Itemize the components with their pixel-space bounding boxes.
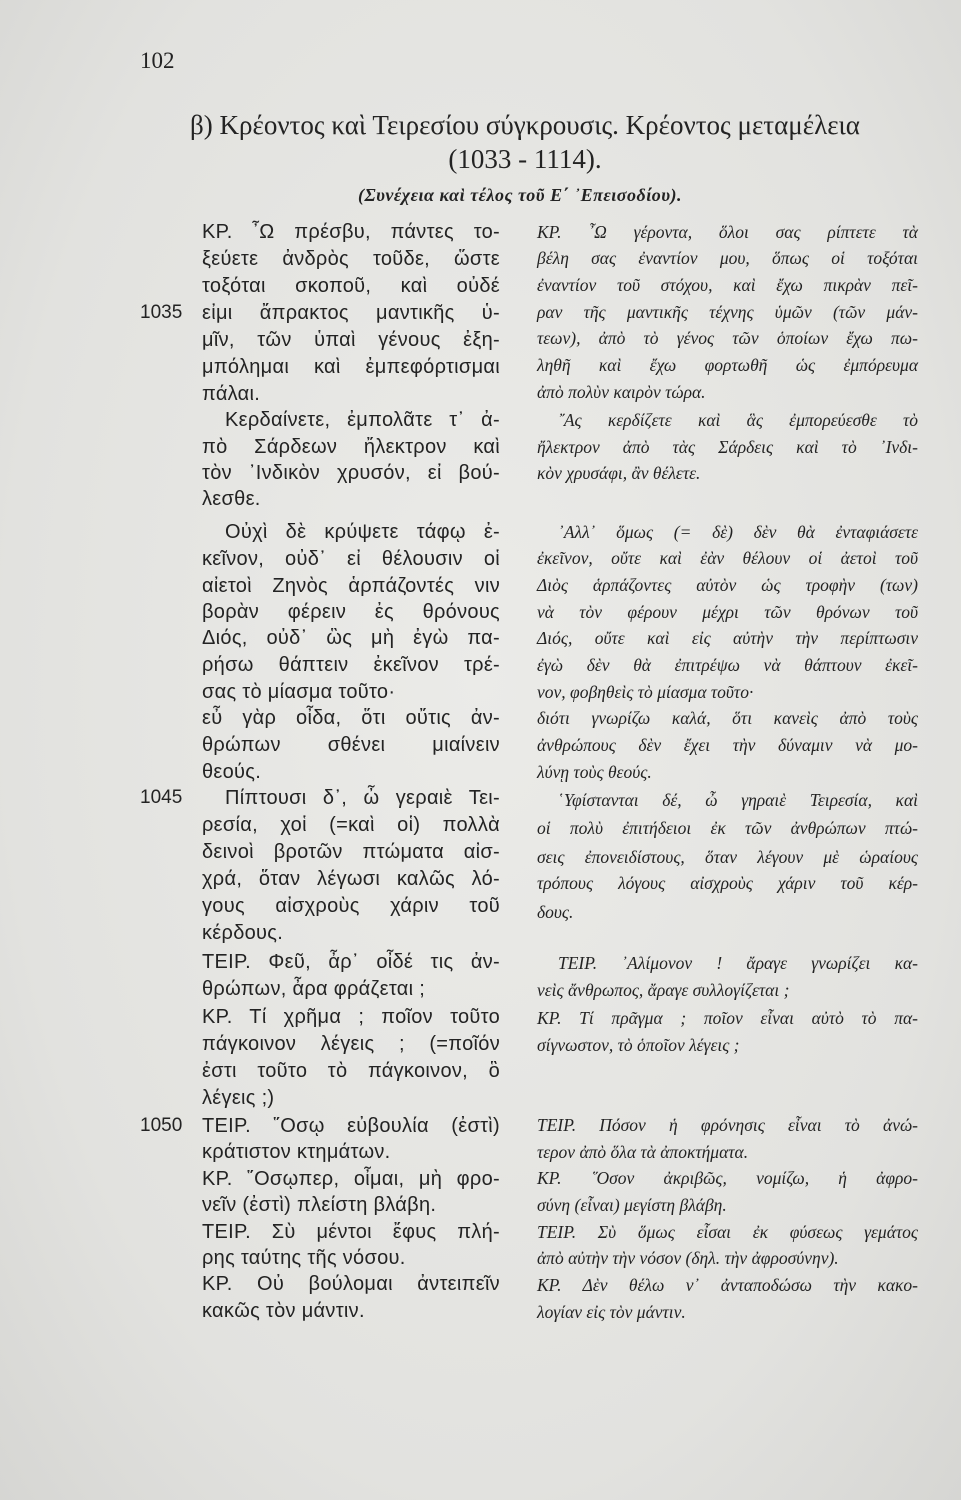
greek-text-line: βορὰν φέρειν ἐς θρόνους	[202, 601, 500, 623]
translation-line: Διός, οὔτε καὶ εἰς αὐτὴν τὴν περίπτωσιν	[537, 628, 918, 648]
greek-text-line: ΤΕΙΡ. Σὺ μέντοι ἔφυς πλή-	[202, 1221, 500, 1243]
verse-line-number: 1045	[140, 787, 183, 808]
translation-line: διότι γνωρίζω καλά, ὅτι κανεὶς ἀπὸ τοὺς	[537, 708, 918, 728]
translation-line: βέλη σας ἐναντίον μου, ὅπως οἱ τοξόται	[537, 248, 918, 268]
translation-line: νὰ τὸν φέρουν μέχρι τῶν θρόνων τοῦ	[537, 602, 918, 622]
translation-line: νον, φοβηθεὶς τὸ μίασμα τοῦτο·	[537, 682, 754, 702]
verse-line-number: 1035	[140, 302, 183, 323]
section-title-line-range: (1033 - 1114).	[448, 144, 602, 174]
translation-line: ᾿Αλλ᾿ ὅμως (= δὲ) δὲν θὰ ἐνταφιάσετε	[558, 522, 918, 542]
greek-text-line: λέγεις ;)	[202, 1087, 275, 1109]
translation-line: δους.	[537, 902, 574, 922]
greek-text-line: κεῖνον, οὐδ᾿ εἰ θέλουσιν οἱ	[202, 548, 500, 570]
greek-text-line: ΚΡ. ῞Οσῳπερ, οἶμαι, μὴ φρο-	[202, 1168, 500, 1190]
greek-text-line: ξεύετε ἀνδρὸς τοῦδε, ὥστε	[202, 248, 500, 270]
verse-line-number: 1050	[140, 1115, 183, 1136]
translation-line: ἀπὸ αὐτὴν τὴν νόσον (δηλ. τὴν ἀφροσύνην).	[537, 1248, 839, 1268]
greek-text-line: ΚΡ. Οὐ βούλομαι ἀντειπεῖν	[202, 1273, 500, 1295]
translation-line: τερον ἀπὸ ὅλα τὰ ἀποκτήματα.	[537, 1142, 749, 1162]
translation-line: νεὶς ἄνθρωπος, ἄραγε συλλογίζεται ;	[537, 980, 790, 1000]
greek-text-line: ΚΡ. Τί χρῆμα ; ποῖον τοῦτο	[202, 1006, 500, 1028]
section-title: β) Κρέοντος καὶ Τειρεσίου σύγκρουσις. Κρέοντος μεταμέλεια	[190, 110, 860, 140]
translation-line: κὸν χρυσάφι, ἂν θέλετε.	[537, 463, 701, 483]
greek-text-line: δεινοὶ βροτῶν πτώματα αἰσ-	[202, 841, 500, 863]
greek-text-line: γους αἰσχροὺς χάριν τοῦ	[202, 895, 500, 917]
greek-text-line: κέρδους.	[202, 922, 284, 944]
greek-text-line: ἐστι τοῦτο τὸ πάγκοινον, ὃ	[202, 1060, 500, 1082]
greek-text-line: τὸν ᾿Ινδικὸν χρυσόν, εἰ βού-	[202, 462, 500, 484]
greek-text-line: λεσθε.	[202, 488, 261, 510]
translation-line: σίγνωστον, τὸ ὁποῖον λέγεις ;	[537, 1035, 740, 1055]
translation-line: ἀνθρώπους δὲν ἔχει τὴν δύναμιν νὰ μο-	[537, 735, 918, 755]
translation-line: σεις ἐπονειδίστους, ὅταν λέγουν μὲ ὡραίους	[537, 847, 918, 867]
translation-line: ἐκεῖνον, οὔτε καὶ ἐὰν θέλουν οἱ ἀετοὶ τοῦ	[537, 548, 918, 568]
greek-text-line: Κερδαίνετε, ἐμπολᾶτε τ᾿ ἀ-	[225, 409, 500, 431]
translation-line: ΤΕΙΡ. Πόσον ἡ φρόνησις εἶναι τὸ ἀνώ-	[537, 1115, 918, 1135]
greek-text-line: εὖ γὰρ οἶδα, ὅτι οὔτις ἀν-	[202, 707, 500, 729]
translation-line: ῾Υφίστανται δέ, ὦ γηραιὲ Τειρεσία, καὶ	[558, 790, 918, 810]
greek-text-line: ΤΕΙΡ. Φεῦ, ἆρ᾿ οἶδέ τις ἀν-	[202, 951, 500, 973]
greek-text-line: Διός, οὐδ᾿ ὣς μὴ ἐγὼ πα-	[202, 627, 500, 649]
greek-text-line: εἰμι ἄπρακτος μαντικῆς ὑ-	[202, 302, 500, 324]
greek-text-line: κράτιστον κτημάτων.	[202, 1141, 391, 1163]
greek-text-line: ρήσω θάπτειν ἐκεῖνον τρέ-	[202, 654, 500, 676]
greek-text-line: πὸ Σάρδεων ἤλεκτρον καὶ	[202, 436, 500, 458]
translation-line: ἀπὸ πολὺν καιρὸν τώρα.	[537, 382, 706, 402]
translation-line: σύνη (εἶναι) μεγίστη βλάβη.	[537, 1195, 727, 1215]
greek-text-line: μπόλημαι καὶ ἐμπεφόρτισμαι	[202, 356, 500, 378]
greek-text-line: Οὐχὶ δὲ κρύψετε τάφῳ ἐ-	[225, 521, 500, 543]
translation-line: λύνῃ τοὺς θεούς.	[537, 762, 652, 782]
greek-text-line: θρώπων σθένει μιαίνειν	[202, 734, 500, 756]
greek-text-line: χρά, ὅταν λέγωσι καλῶς λό-	[202, 868, 500, 890]
greek-text-line: τοξόται σκοποῦ, καὶ οὐδέ	[202, 275, 500, 297]
greek-text-line: κακῶς τὸν μάντιν.	[202, 1300, 365, 1322]
section-subtitle: (Συνέχεια καὶ τέλος τοῦ Ε΄ ᾿Επεισοδίου).	[357, 185, 683, 205]
greek-text-line: πάγκοινον λέγεις ; (=ποῖόν	[202, 1033, 500, 1055]
greek-text-line: ΤΕΙΡ. ῞Οσῳ εὐβουλία (ἐστὶ)	[202, 1115, 500, 1137]
translation-line: ἐγὼ δὲν θὰ ἐπιτρέψω νὰ θάπτουν ἐκεῖ-	[537, 655, 918, 675]
translation-line: Διὸς ἁρπάζοντες αὐτὸν ὡς τροφὴν (των)	[537, 575, 918, 595]
translation-line: ληθῆ καὶ ἔχω φορτωθῆ ὡς ἐμπόρευμα	[537, 355, 918, 375]
translation-line: ΚΡ. Τί πρᾶγμα ; ποῖον εἶναι αὐτὸ τὸ πα-	[537, 1008, 918, 1028]
translation-line: ΤΕΙΡ. ᾿Αλίμονον ! ἄραγε γνωρίζει κα-	[558, 953, 918, 973]
translation-line: λογίαν εἰς τὸν μάντιν.	[537, 1302, 686, 1322]
translation-line: τρόπους λόγους αἰσχροὺς χάριν τοῦ κέρ-	[537, 873, 918, 893]
translation-line: ΤΕΙΡ. Σὺ ὅμως εἶσαι ἐκ φύσεως γεμάτος	[537, 1222, 918, 1242]
translation-line: ΚΡ. ῏Ω γέροντα, ὅλοι σας ρίπτετε τὰ	[537, 222, 918, 242]
greek-text-line: ΚΡ. ῏Ω πρέσβυ, πάντες το-	[202, 221, 500, 243]
translation-line: ἐναντίον τοῦ στόχου, καὶ ἔχω πικρὰν πεῖ-	[537, 275, 918, 295]
greek-text-line: νεῖν (ἐστὶ) πλείστη βλάβη.	[202, 1194, 437, 1216]
translation-line: ραν τῆς μαντικῆς τέχνης ὑμῶν (τῶν μάν-	[537, 302, 918, 322]
greek-text-line: ρης ταύτης τῆς νόσου.	[202, 1247, 406, 1269]
greek-text-line: Πίπτουσι δ᾿, ὦ γεραιὲ Τει-	[225, 787, 500, 809]
translation-line: τεων), ἀπὸ τὸ γένος τῶν ὁποίων ἔχω πω-	[537, 328, 918, 348]
greek-text-line: πάλαι.	[202, 383, 261, 405]
greek-text-line: θεούς.	[202, 761, 262, 783]
translation-line: ἤλεκτρον ἀπὸ τὰς Σάρδεις καὶ τὸ ᾿Ινδι-	[537, 437, 918, 457]
translation-line: ῎Ας κερδίζετε καὶ ἃς ἐμπορεύεσθε τὸ	[558, 410, 918, 430]
translation-line: οἱ πολὺ ἐπιτήδειοι ἐκ τῶν ἀνθρώπων πτώ-	[537, 818, 918, 838]
greek-text-line: ρεσία, χοἱ (=καὶ οἱ) πολλὰ	[202, 814, 500, 836]
greek-text-line: μῖν, τῶν ὑπαὶ γένους ἐξη-	[202, 329, 500, 351]
greek-text-line: αἰετοὶ Ζηνὸς ἁρπάζοντές νιν	[202, 575, 500, 597]
greek-text-line: σας τὸ μίασμα τοῦτο·	[202, 681, 396, 703]
greek-text-line: θρώπων, ἆρα φράζεται ;	[202, 978, 426, 1000]
translation-line: ΚΡ. Δὲν θέλω ν᾿ ἀνταποδώσω τὴν κακο-	[537, 1275, 918, 1295]
translation-line: ΚΡ. ῞Οσον ἀκριβῶς, νομίζω, ἡ ἀφρο-	[537, 1168, 918, 1188]
page-number: 102	[140, 48, 175, 73]
